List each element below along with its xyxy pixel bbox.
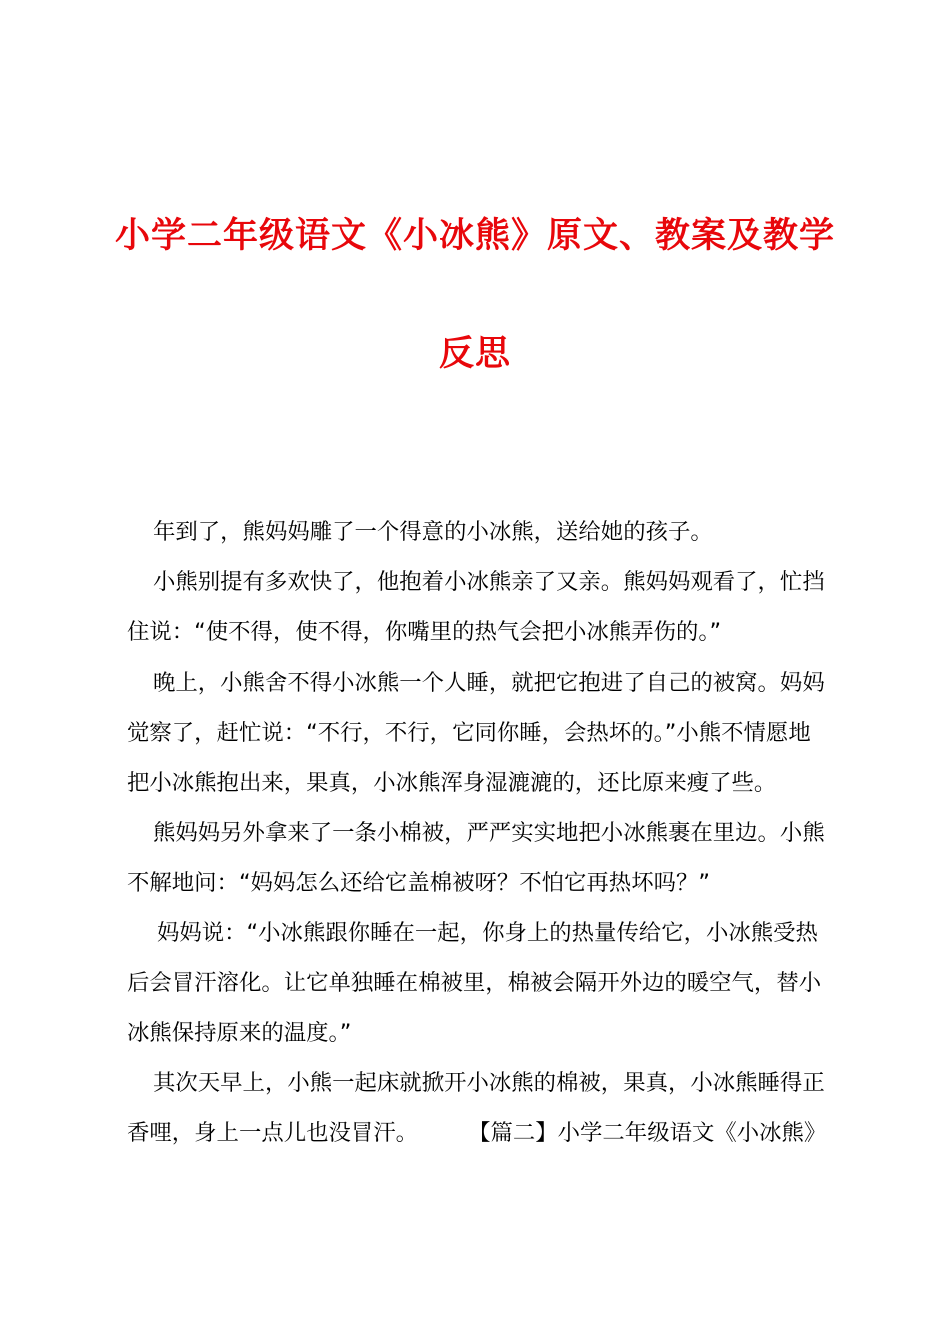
text-line: 其次天早上，小熊一起床就掀开小冰熊的棉被，果真，小冰熊睡得正 <box>153 1070 825 1096</box>
text-line: 小熊别提有多欢快了，他抱着小冰熊亲了又亲。熊妈妈观看了，忙挡 <box>153 569 825 595</box>
text-line: 不解地问：“妈妈怎么还给它盖棉被呀？不怕它再热坏吗？” <box>127 870 710 896</box>
page-title-line-1: 小学二年级语文《小冰熊》原文、教案及教学 <box>114 216 835 256</box>
text-line: 冰熊保持原来的温度。” <box>127 1020 352 1046</box>
text-line: 觉察了，赶忙说：“不行，不行，它同你睡，会热坏的。”小熊不情愿地 <box>127 720 811 746</box>
text-line: 晚上，小熊舍不得小冰熊一个人睡，就把它抱进了自己的被窝。妈妈 <box>153 670 825 696</box>
text-line: 香哩，身上一点儿也没冒汗。 <box>127 1120 419 1146</box>
next-section-heading: 【篇二】小学二年级语文《小冰熊》 <box>468 1120 827 1146</box>
text-line: 后会冒汗溶化。让它单独睡在棉被里，棉被会隔开外边的暖空气，替小 <box>127 970 822 996</box>
text-line: 把小冰熊抱出来，果真，小冰熊浑身湿漉漉的，还比原来瘦了些。 <box>127 770 777 796</box>
page-title-line-2: 反思 <box>438 334 511 374</box>
text-line: 住说：“使不得，使不得，你嘴里的热气会把小冰熊弄伤的。” <box>127 619 722 645</box>
text-line: 年到了，熊妈妈雕了一个得意的小冰熊，送给她的孩子。 <box>153 519 713 545</box>
text-line: 妈妈说：“小冰熊跟你睡在一起，你身上的热量传给它，小冰熊受热 <box>157 920 818 946</box>
text-line: 熊妈妈另外拿来了一条小棉被，严严实实地把小冰熊裹在里边。小熊 <box>153 820 825 846</box>
text-line-with-section-heading <box>127 1117 837 1149</box>
